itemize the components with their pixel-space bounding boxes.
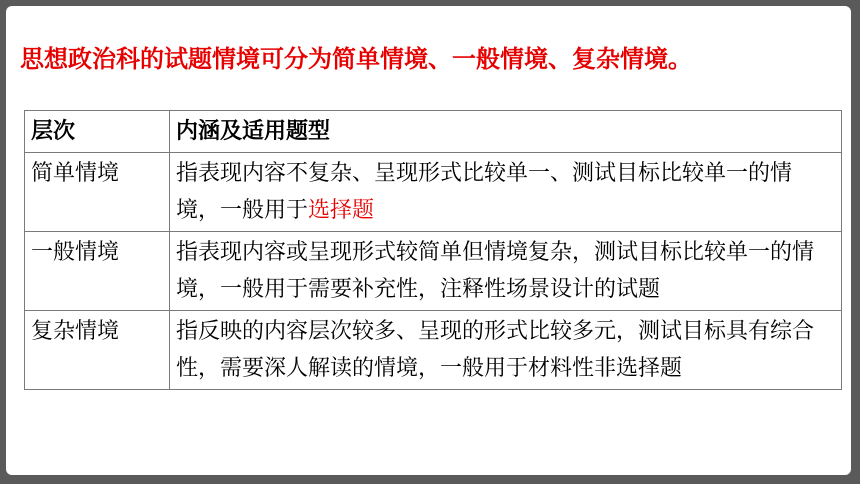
header-level: 层次 (25, 111, 170, 153)
table-row (25, 311, 842, 390)
row-level: 简单情境 (25, 153, 170, 232)
row-description: 指表现内容或呈现形式较简单但情境复杂，测试目标比较单一的情境，一般用于需要补充性，注释性场景设计的试题 (170, 232, 842, 311)
context-table (24, 110, 842, 390)
row-description-text: 指表现内容不复杂、呈现形式比较单一、测试目标比较单一的情境，一般用于 (176, 161, 793, 223)
slide-title: 思想政治科的试题情境可分为简单情境、一般情境、复杂情境。 (20, 45, 692, 73)
row-level: 一般情境 (25, 232, 170, 311)
table-header-row (25, 111, 842, 153)
row-description: 指反映的内容层次较多、呈现的形式比较多元，测试目标具有综合性，需要深人解读的情境，一般用于材料性非选择题 (170, 311, 842, 390)
row-level: 复杂情境 (25, 311, 170, 390)
header-description: 内涵及适用题型 (170, 111, 842, 153)
slide (6, 6, 851, 475)
row-highlight: 选择题 (308, 198, 375, 223)
table-row (25, 232, 842, 311)
table-row (25, 153, 842, 232)
row-description (170, 153, 842, 232)
